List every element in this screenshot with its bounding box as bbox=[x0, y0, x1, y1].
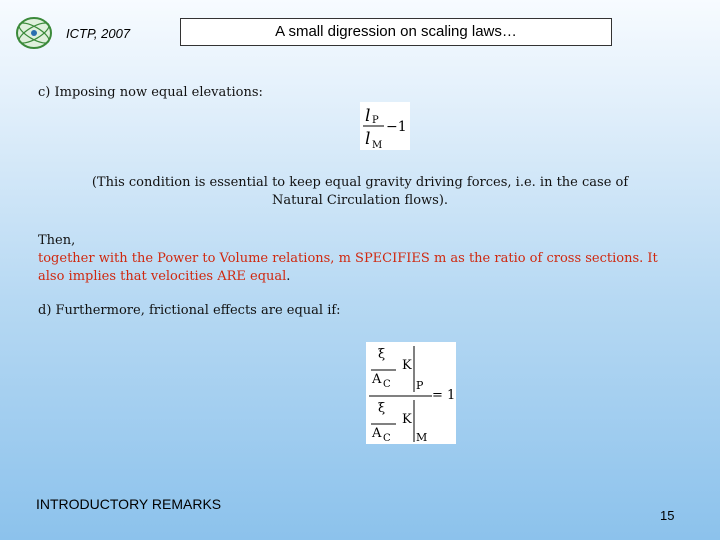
formula-friction-ratio bbox=[366, 342, 456, 444]
formula1-rhs: −1 bbox=[386, 119, 407, 135]
formula2-K-top: K bbox=[402, 358, 412, 373]
formula1-den: l bbox=[365, 129, 371, 149]
formula2-Asub-bottom: C bbox=[383, 433, 391, 444]
red-line-2-end: . bbox=[286, 269, 291, 284]
formula2-K-bottom: K bbox=[402, 412, 412, 427]
ciarn-logo bbox=[14, 16, 54, 50]
formula2-A-bottom: A bbox=[372, 426, 382, 441]
formula1-num: l bbox=[365, 106, 371, 126]
page-number: 15 bbox=[660, 508, 675, 523]
formula1-num-sub: P bbox=[372, 115, 379, 126]
formula-elevation-ratio bbox=[360, 102, 410, 150]
item-d-text: d) Furthermore, frictional effects are equal if: bbox=[38, 303, 341, 318]
red-line-1: together with the Power to Volume relations, m SPECIFIES m as the ratio of cross sections. It bbox=[38, 251, 658, 266]
note-line-1: (This condition is essential to keep equal gravity driving forces, i.e. in the case of bbox=[91, 175, 629, 190]
formula2-A-top: A bbox=[372, 372, 382, 387]
header-date: ICTP, 2007 bbox=[66, 26, 131, 41]
then-text: Then, bbox=[38, 233, 76, 248]
red-line-2-wrap bbox=[38, 268, 290, 286]
note-line-2: Natural Circulation flows). bbox=[271, 193, 449, 208]
title-box bbox=[180, 18, 612, 46]
footer-label: INTRODUCTORY REMARKS bbox=[36, 496, 222, 512]
item-c-text: c) Imposing now equal elevations: bbox=[38, 85, 263, 100]
formula1-den-sub: M bbox=[372, 140, 383, 150]
formula2-xi-bottom: ξ bbox=[378, 401, 386, 416]
formula2-Asub-top: C bbox=[383, 379, 391, 390]
page-title: A small digression on scaling laws… bbox=[275, 23, 517, 40]
formula2-M: M bbox=[416, 431, 428, 444]
red-line-2: also implies that velocities ARE equal bbox=[38, 269, 287, 284]
formula2-xi-top: ξ bbox=[378, 347, 386, 362]
formula2-P: P bbox=[416, 379, 424, 392]
formula2-eq: = 1 bbox=[432, 388, 456, 403]
